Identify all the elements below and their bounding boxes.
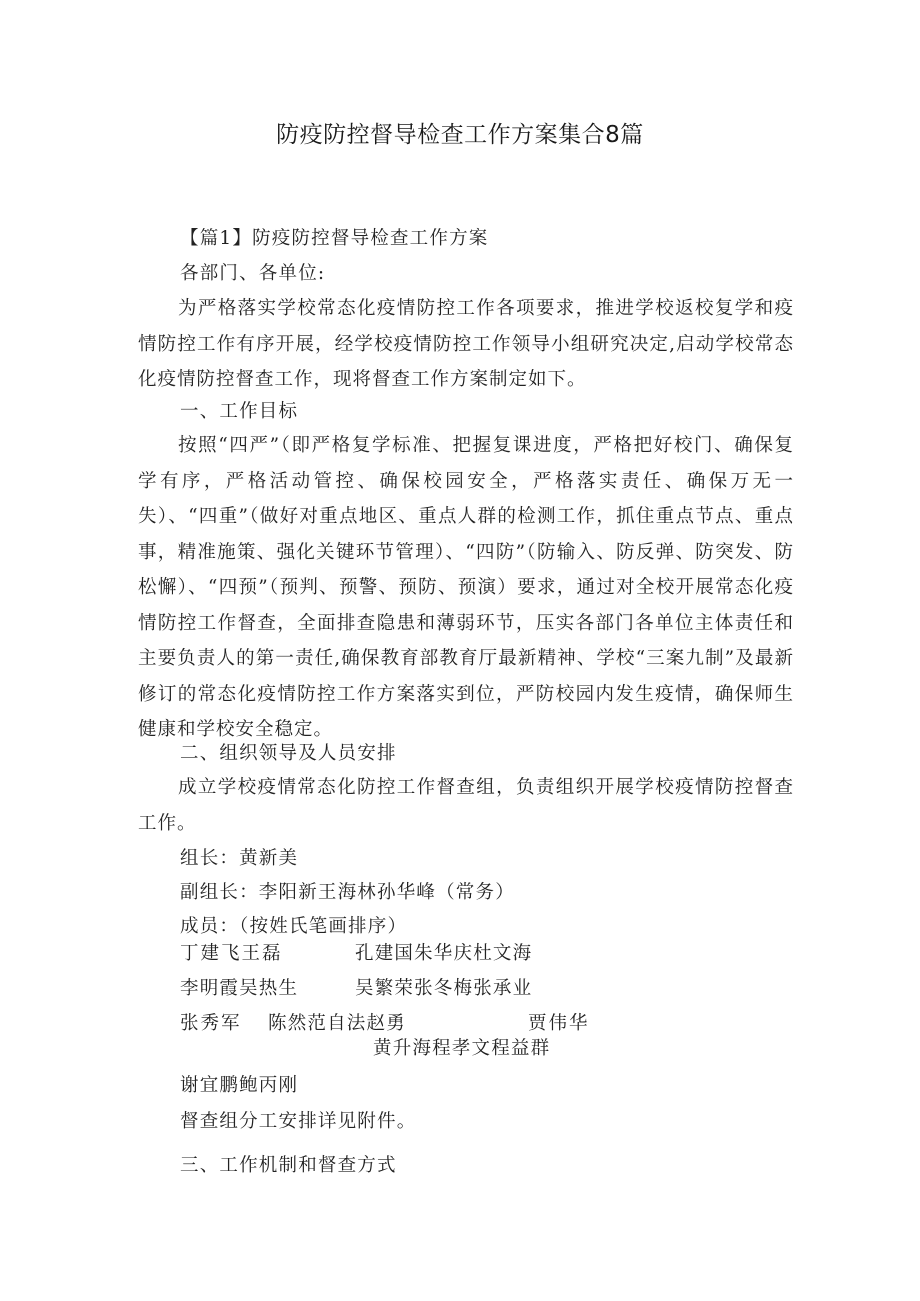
section-3-heading: 三、工作机制和督查方式	[180, 1155, 397, 1176]
chapter-heading: 【篇1】防疫防控督导检查工作方案	[180, 228, 489, 249]
intro-paragraph: 为严格落实学校常态化疫情防控工作各项要求，推进学校返校复学和疫情防控工作有序开展，经学校疫情防控工作领导小组研究决定,启动学校常态化疫情防控督查工作，现将督查工作方案制定如下。	[138, 298, 794, 390]
division-note: 督查组分工安排详见附件。	[180, 1111, 417, 1132]
member-name: 贾伟华	[528, 1013, 590, 1034]
members-label: 成员：（按姓氏笔画排序）	[180, 916, 408, 937]
member-name: 谢宜鹏鲍丙刚	[180, 1075, 299, 1096]
section-2-body: 成立学校疫情常态化防控工作督查组，负责组织开展学校疫情防控督查工作。	[138, 777, 794, 834]
group-leader: 组长：黄新美	[180, 848, 299, 869]
salutation: 各部门、各单位:	[180, 263, 326, 284]
member-name: 李明霞吴热生	[180, 978, 299, 999]
document-title: 防疫防控督导检查工作方案集合8篇	[276, 122, 644, 148]
member-name: 陈然范自法赵勇	[268, 1013, 406, 1034]
section-2-heading: 二、组织领导及人员安排	[180, 743, 397, 764]
section-1-heading: 一、工作目标	[180, 401, 299, 422]
member-name: 黄升海程孝文程益群	[373, 1038, 551, 1059]
group-deputy: 副组长：李阳新王海林孙华峰（常务）	[180, 882, 515, 903]
member-name: 张秀军	[180, 1013, 242, 1034]
section-1-body: 按照“四严”（即严格复学标准、把握复课进度，严格把好校门、确保复学有序，严格活动管控、确保校园安全，严格落实责任、确保万无一失）、“四重”（做好对重点地区、重点人群的检测工作，抓住重点节点、重点事，精准施策、强化关键环节管理）、“四防”（防输入、防反弹、防突发、防松懈）、“四预”（预判、预警、预防、预演）要求，通过对全校开展常态化疫情防控工作督查，全面排查隐患和薄弱环节，压实各部门各单位主体责任和主要负责人的第一责任,确保教育部教育厅最新精神、学校“三案九制”及最新修订的常态化疫情防控工作方案落实到位，严防校园内发生疫情，确保师生健康和学校安全稳定。	[138, 435, 794, 740]
member-name: 丁建飞王磊	[180, 943, 283, 964]
member-name: 孔建国朱华庆杜文海	[355, 943, 533, 964]
member-name: 吴繁荣张冬梅张承业	[355, 978, 533, 999]
